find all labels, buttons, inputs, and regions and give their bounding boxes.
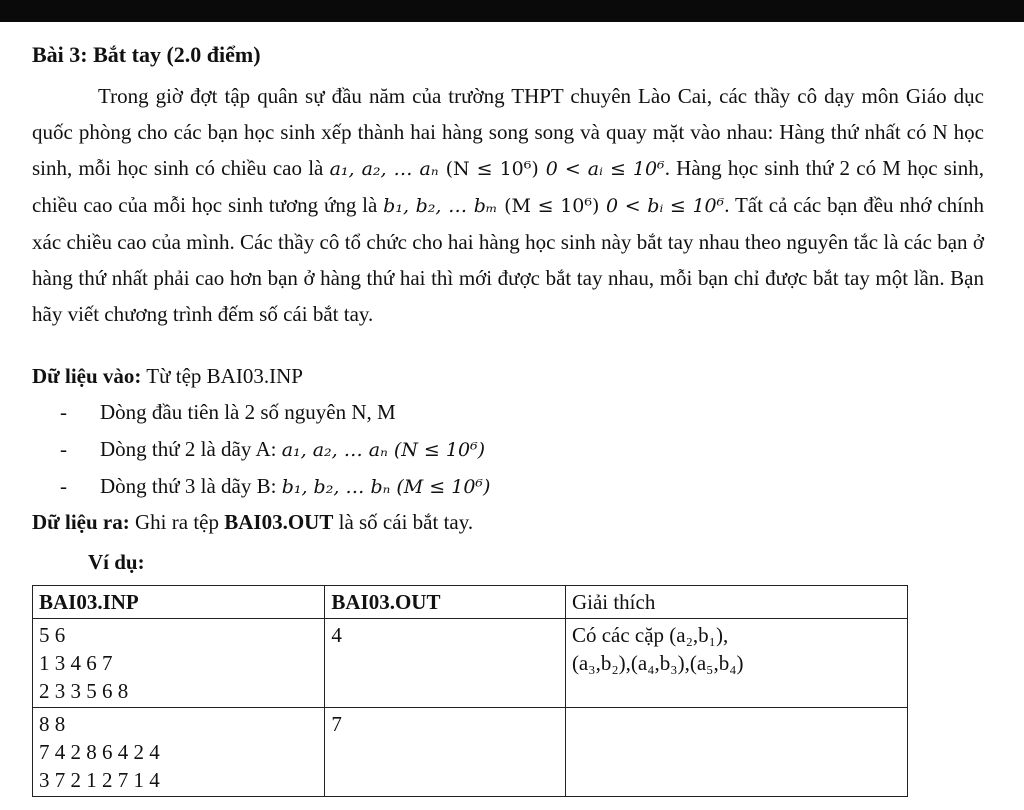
- constraint-a: 0 < aᵢ ≤ 10⁶: [545, 158, 665, 180]
- cell-inp: [33, 708, 325, 797]
- header-out: BAI03.OUT: [325, 586, 566, 619]
- out-value: 4: [331, 623, 342, 647]
- top-dark-bar: [0, 0, 1024, 22]
- inp-line: 8 8: [39, 712, 66, 736]
- cell-explain: [565, 619, 907, 708]
- input-text: Từ tệp BAI03.INP: [141, 364, 303, 388]
- cell-out: [325, 619, 566, 708]
- out-value: 7: [331, 712, 342, 736]
- input-item-text: Dòng thứ 3 là dãy B:: [100, 474, 282, 498]
- output-text-b: là số cái bắt tay.: [333, 510, 474, 534]
- cell-inp: [33, 619, 325, 708]
- sequence-a: a₁, a₂, … aₙ: [329, 158, 439, 180]
- statement-part-3: . Tất cả các bạn đều nhớ chính xác chiều cao của mình. Các thầy cô tổ chức cho hai hàng học sinh này bắt tay nhau theo nguyên tắc là các bạn ở hàng thứ nhất phải cao hơn bạn ở hàng thứ hai thì mới được bắt tay nhau, mỗi bạn chỉ được bắt tay một lần. Bạn hãy viết chương trình đếm số cái bắt tay.: [32, 193, 984, 326]
- output-label: Dữ liệu ra:: [32, 510, 130, 534]
- input-item-math: b₁, b₂, … bₙ (M ≤ 10⁶): [281, 476, 491, 498]
- example-table: [32, 585, 908, 797]
- constraint-m: (M ≤ 10⁶): [497, 195, 607, 217]
- header-inp: BAI03.INP: [33, 586, 325, 619]
- problem-title: Bài 3: Bắt tay (2.0 điểm): [32, 42, 261, 67]
- constraint-n: (N ≤ 10⁶): [438, 158, 546, 180]
- explain-line: (a₃,b₂),(a₄,b₃),(a₅,b₄): [571, 651, 744, 675]
- inp-line: 5 6: [39, 623, 66, 647]
- input-section: [32, 364, 303, 389]
- explain-line: Có các cặp (a₂,b₁),: [571, 623, 729, 647]
- bullet-dash: -: [60, 400, 67, 424]
- input-label: Dữ liệu vào:: [32, 364, 142, 388]
- sequence-b: b₁, b₂, … bₘ: [383, 195, 498, 217]
- input-item-math: a₁, a₂, … aₙ (N ≤ 10⁶): [281, 439, 486, 461]
- input-item-3: [60, 474, 490, 499]
- example-label: Ví dụ:: [88, 550, 145, 574]
- input-item-text: Dòng thứ 2 là dãy A:: [100, 437, 282, 461]
- constraint-b: 0 < bᵢ ≤ 10⁶: [606, 195, 725, 217]
- cell-explain: [565, 708, 907, 797]
- cell-out: [325, 708, 566, 797]
- input-item-1: [60, 400, 396, 425]
- table-header-row: [33, 586, 908, 619]
- inp-line: 1 3 4 6 7: [39, 651, 113, 675]
- output-section: [32, 510, 473, 535]
- bullet-dash: -: [60, 474, 67, 498]
- input-item-2: [60, 437, 485, 462]
- inp-line: 3 7 2 1 2 7 1 4: [39, 768, 160, 792]
- input-item-text: Dòng đầu tiên là 2 số nguyên N, M: [100, 400, 396, 424]
- table-row: [33, 619, 908, 708]
- problem-statement: [32, 78, 984, 332]
- inp-line: 7 4 2 8 6 4 2 4: [39, 740, 160, 764]
- header-explain: Giải thích: [565, 586, 907, 619]
- output-file: BAI03.OUT: [224, 510, 334, 534]
- output-text-a: Ghi ra tệp: [129, 510, 225, 534]
- statement-part-1: Trong giờ đợt tập quân sự đầu năm của trường THPT chuyên Lào Cai, các thầy cô dạy môn Giáo dục quốc phòng cho các bạn học sinh xếp thành hai hàng song song và quay mặt vào nhau: Hàng thứ nhất có N học sinh, mỗi học sinh có chiều cao là: [32, 84, 984, 180]
- bullet-dash: -: [60, 437, 67, 461]
- statement-part-2: . Hàng học sinh thứ 2 có M học sinh, chiều cao của mỗi học sinh tương ứng là: [32, 156, 984, 217]
- inp-line: 2 3 3 5 6 8: [39, 679, 129, 703]
- table-row: [33, 708, 908, 797]
